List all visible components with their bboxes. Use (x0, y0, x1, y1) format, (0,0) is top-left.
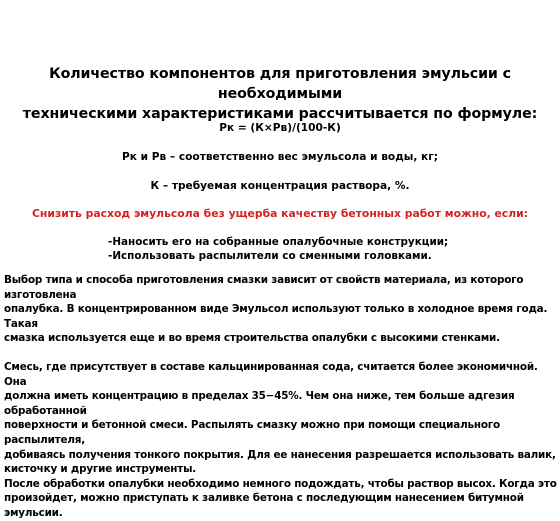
text-line: добиваясь получения тонкого покрытия. Для ее нанесения разрешается использовать валик, (4, 448, 556, 461)
text-line: Смесь, где присутствует в составе кальцинированная сода, считается более экономичной. Она (4, 360, 538, 388)
formula-definition-weights: Рк и Рв – соответственно вес эмульсола и воды, кг; (121, 151, 439, 163)
formula: Рк = (К×Рв)/(100-К) (219, 122, 341, 134)
text-line: произойдет, можно приступать к заливке бетона с последующим нанесением битумной эмульсии. (4, 492, 524, 519)
body-text (4, 273, 560, 521)
paragraph-drying (4, 477, 560, 521)
formula-definition-concentration: К – требуемая концентрация раствора, %. (150, 180, 410, 192)
paragraph-soda-mix (4, 360, 560, 477)
text-line: Выбор типа и способа приготовления смазки зависит от свойств материала, из которого изготовлена (4, 274, 524, 301)
document-heading (0, 64, 560, 124)
text-line: смазка используется еще и во время строительства опалубки с высокими стенками. (4, 332, 500, 345)
heading-line-1: Количество компонентов для приготовления эмульсии с необходимыми (49, 66, 511, 102)
tips-list (108, 235, 448, 263)
paragraph-selection (4, 273, 560, 346)
text-line: должна иметь концентрацию в пределах 35−45%. Чем она ниже, тем больше адгезия обработанной (4, 390, 515, 417)
text-line: После обработки опалубки необходимо немного подождать, чтобы раствор высох. Когда это (4, 477, 557, 490)
text-line: кисточку и другие инструменты. (4, 463, 197, 476)
list-item: -Наносить его на собранные опалубочные конструкции; (108, 236, 449, 248)
list-item: -Использовать распылители со сменными головками. (108, 250, 432, 262)
heading-line-2: техническими характеристиками рассчитывается по формуле: (22, 106, 538, 122)
highlighted-note: Снизить расход эмульсола без ущерба качеству бетонных работ можно, если: (32, 207, 528, 220)
text-line: поверхности и бетонной смеси. Распылять смазку можно при помощи специального распылителя, (4, 419, 500, 446)
text-line: опалубка. В концентрированном виде Эмульсол используют только в холодное время года. Такая (4, 303, 548, 330)
